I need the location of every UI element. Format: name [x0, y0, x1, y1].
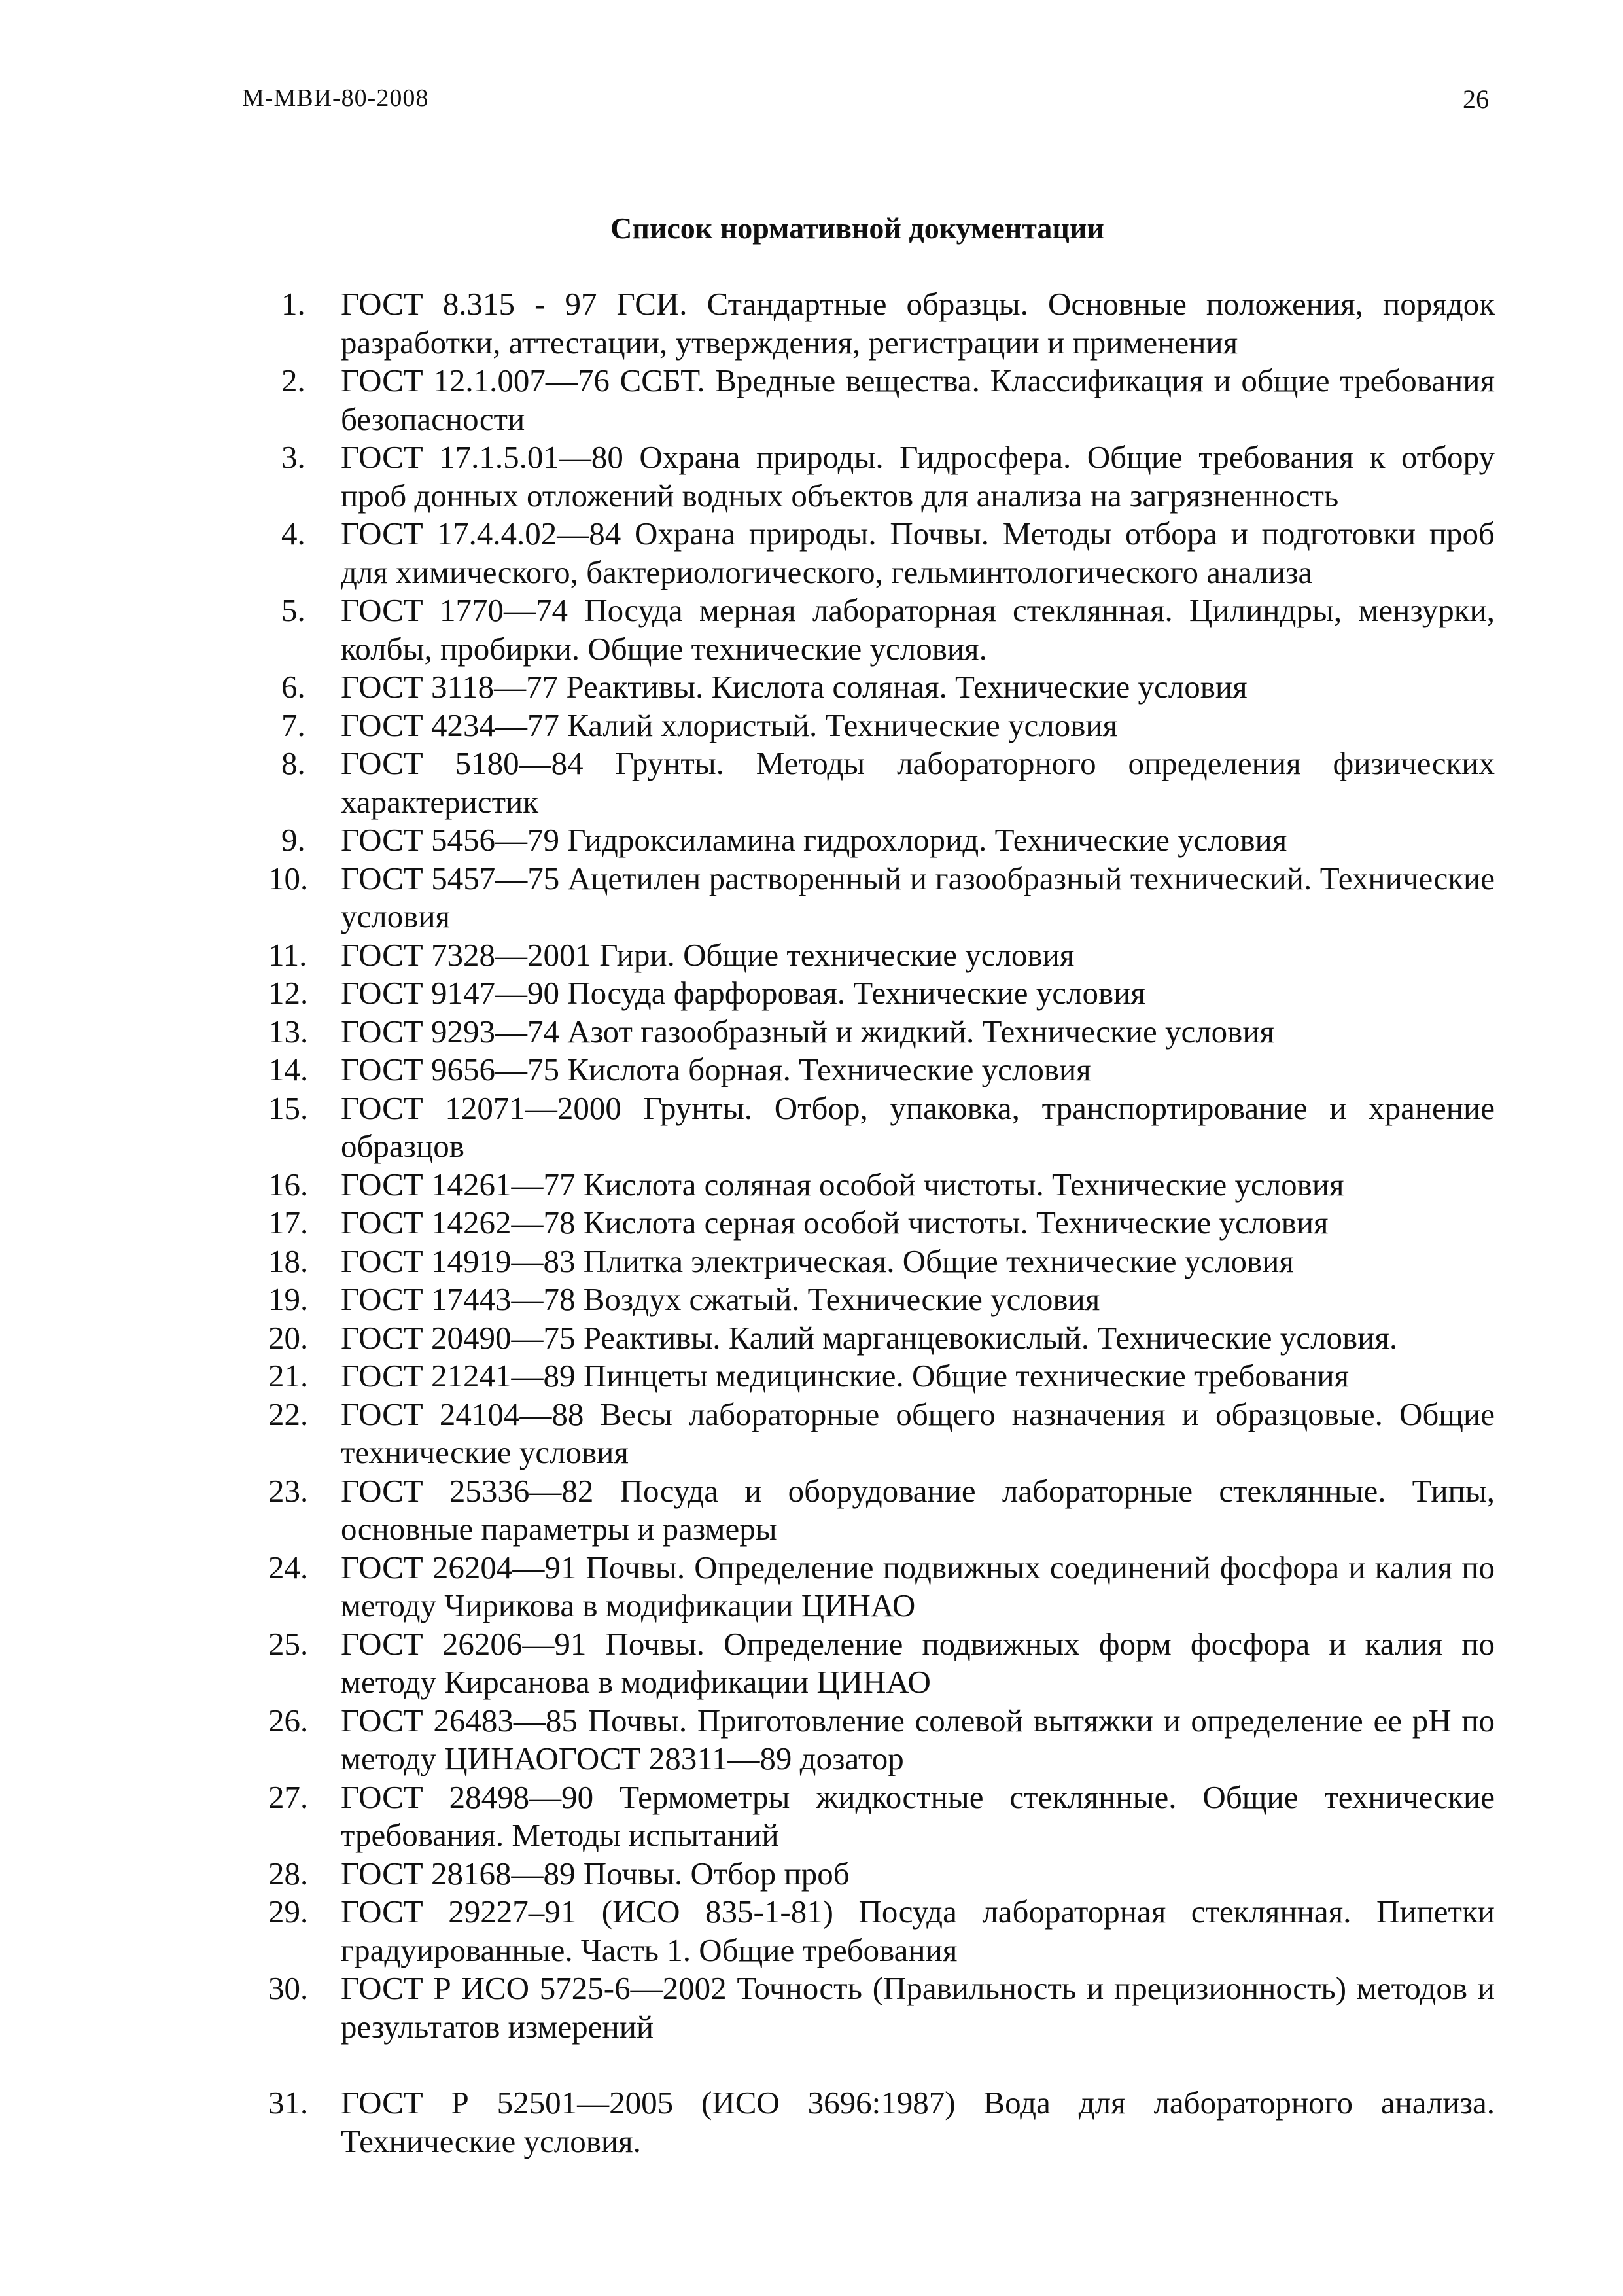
list-item-number: 16. [268, 1166, 309, 1203]
list-item-number: 1. [281, 286, 305, 322]
list-item-text: ГОСТ 26206—91 Почвы. Определение подвижных форм фосфора и калия по методу Кирсанова в модификации ЦИНАО [341, 1625, 1495, 1700]
list-item-text: ГОСТ 17.1.5.01—80 Охрана природы. Гидросфера. Общие требования к отбору проб донных отложений водных объектов для анализа на загрязненность [341, 439, 1495, 514]
list-item-text: ГОСТ 14261—77 Кислота соляная особой чистоты. Технические условия [341, 1166, 1344, 1203]
list-item-text: ГОСТ 28498—90 Термометры жидкостные стеклянные. Общие технические требования. Методы испытаний [341, 1778, 1495, 1853]
list-item-text: ГОСТ Р ИСО 5725-6—2002 Точность (Правильность и прецизионность) методов и результатов измерений [341, 1970, 1495, 2045]
list-item-number: 5. [281, 592, 305, 628]
list-item-text: ГОСТ 9147—90 Посуда фарфоровая. Технические условия [341, 975, 1145, 1011]
list-item-text: ГОСТ 26483—85 Почвы. Приготовление солевой вытяжки и определение ее рН по методу ЦИНАОГОСТ 28311—89 дозатор [341, 1702, 1495, 1776]
list-item-number: 15. [268, 1089, 309, 1126]
list-item [281, 821, 1495, 860]
list-item-text: ГОСТ 17443—78 Воздух сжатый. Технические условия [341, 1281, 1100, 1317]
list-item-number: 19. [268, 1281, 309, 1317]
list-item [281, 668, 1495, 707]
list-item-number: 4. [281, 516, 305, 552]
list-item-text: ГОСТ 12.1.007—76 ССБТ. Вредные вещества. Классификация и общие требования безопасности [341, 362, 1495, 437]
list-item [281, 438, 1495, 515]
list-item-text: ГОСТ 8.315 - 97 ГСИ. Стандартные образцы. Основные положения, порядок разработки, аттестации, утверждения, регистрации и применения [341, 286, 1495, 361]
list-item-text: ГОСТ 5457—75 Ацетилен растворенный и газообразный технический. Технические условия [341, 860, 1495, 934]
list-item-number: 20. [268, 1319, 309, 1356]
list-item-text: ГОСТ 17.4.4.02—84 Охрана природы. Почвы. Методы отбора и подготовки проб для химического, бактериологического, гельминтологического анализа [341, 516, 1495, 590]
list-item-text: ГОСТ 3118—77 Реактивы. Кислота соляная. Технические условия [341, 669, 1248, 705]
list-item [268, 1357, 1495, 1396]
document-code: М-МВИ-80-2008 [242, 84, 429, 112]
list-item [268, 1855, 1495, 1894]
normative-documents-list [268, 285, 1495, 2161]
list-item [268, 1625, 1495, 1702]
list-item [268, 1702, 1495, 1778]
list-item-number: 8. [281, 745, 305, 781]
list-item [281, 285, 1495, 362]
list-item-text: ГОСТ 21241—89 Пинцеты медицинские. Общие технические требования [341, 1358, 1350, 1394]
list-item-text: ГОСТ 24104—88 Весы лабораторные общего назначения и образцовые. Общие технические условия [341, 1396, 1495, 1470]
list-item-text: ГОСТ 4234—77 Калий хлористый. Технические условия [341, 707, 1118, 743]
list-item [268, 1319, 1495, 1358]
list-item-number: 11. [268, 936, 307, 973]
list-item [268, 974, 1495, 1013]
list-item-number: 7. [281, 707, 305, 743]
list-item [268, 860, 1495, 936]
list-item-text: ГОСТ 29227–91 (ИСО 835-1-81) Посуда лабораторная стеклянная. Пипетки градуированные. Часть 1. Общие требования [341, 1894, 1495, 1968]
list-item [268, 1051, 1495, 1089]
list-item [268, 1243, 1495, 1281]
list-item [268, 1013, 1495, 1051]
list-item-text: ГОСТ 12071—2000 Грунты. Отбор, упаковка, транспортирование и хранение образцов [341, 1089, 1495, 1164]
list-item-text: ГОСТ 25336—82 Посуда и оборудование лабораторные стеклянные. Типы, основные параметры и размеры [341, 1472, 1495, 1547]
list-item-text: ГОСТ 1770—74 Посуда мерная лабораторная стеклянная. Цилиндры, мензурки, колбы, пробирки. Общие технические условия. [341, 592, 1495, 667]
list-item [268, 1089, 1495, 1166]
list-item-text: ГОСТ 14262—78 Кислота серная особой чистоты. Технические условия [341, 1205, 1329, 1241]
list-item-text: ГОСТ 5456—79 Гидроксиламина гидрохлорид. Технические условия [341, 822, 1287, 858]
list-item [268, 1166, 1495, 1205]
list-item-number: 23. [268, 1472, 309, 1509]
list-item-number: 9. [281, 822, 305, 858]
list-item-text: ГОСТ 9293—74 Азот газообразный и жидкий. Технические условия [341, 1013, 1275, 1050]
list-item-number: 27. [268, 1778, 309, 1815]
list-item-number: 18. [268, 1243, 309, 1279]
list-item-number: 31. [268, 2085, 309, 2121]
list-item-number: 24. [268, 1549, 309, 1585]
list-item [268, 1396, 1495, 1472]
list-item-text: ГОСТ 7328—2001 Гири. Общие технические условия [341, 936, 1075, 973]
list-item-number: 25. [268, 1625, 309, 1662]
list-item [268, 936, 1495, 975]
list-item [281, 745, 1495, 821]
list-item-text: ГОСТ 20490—75 Реактивы. Калий марганцевокислый. Технические условия. [341, 1319, 1398, 1356]
list-item-text: ГОСТ 5180—84 Грунты. Методы лабораторного определения физических характеристик [341, 745, 1495, 820]
list-item-number: 12. [268, 975, 309, 1011]
list-item [268, 1778, 1495, 1855]
list-item-number: 30. [268, 1970, 309, 2006]
list-item [268, 1204, 1495, 1243]
list-item-number: 26. [268, 1702, 309, 1739]
list-item [268, 1549, 1495, 1625]
list-item-number: 3. [281, 439, 305, 475]
list-item-number: 17. [268, 1205, 309, 1241]
list-item-number: 10. [268, 860, 309, 896]
list-item [268, 2084, 1495, 2161]
list-item-text: ГОСТ Р 52501—2005 (ИСО 3696:1987) Вода для лабораторного анализа. Технические условия. [341, 2085, 1495, 2159]
list-item [268, 1893, 1495, 1969]
page-number: 26 [1463, 84, 1489, 114]
list-item [281, 592, 1495, 668]
list-item-number: 13. [268, 1013, 309, 1050]
list-item [268, 1280, 1495, 1319]
list-item-number: 29. [268, 1894, 309, 1930]
list-item [268, 1472, 1495, 1549]
list-item-number: 6. [281, 669, 305, 705]
list-item-number: 2. [281, 362, 305, 398]
list-item-number: 21. [268, 1358, 309, 1394]
list-item [268, 1969, 1495, 2046]
list-item-number: 22. [268, 1396, 309, 1432]
page-title: Список нормативной документации [610, 211, 1104, 245]
list-item [281, 707, 1495, 745]
list-item [281, 362, 1495, 438]
list-item [281, 515, 1495, 592]
list-item-text: ГОСТ 26204—91 Почвы. Определение подвижных соединений фосфора и калия по методу Чирикова в модификации ЦИНАО [341, 1549, 1495, 1623]
list-item-text: ГОСТ 28168—89 Почвы. Отбор проб [341, 1855, 850, 1892]
list-item-number: 14. [268, 1051, 309, 1087]
list-item-text: ГОСТ 14919—83 Плитка электрическая. Общие технические условия [341, 1243, 1294, 1279]
list-item-text: ГОСТ 9656—75 Кислота борная. Технические условия [341, 1051, 1091, 1087]
list-item-number: 28. [268, 1855, 309, 1892]
